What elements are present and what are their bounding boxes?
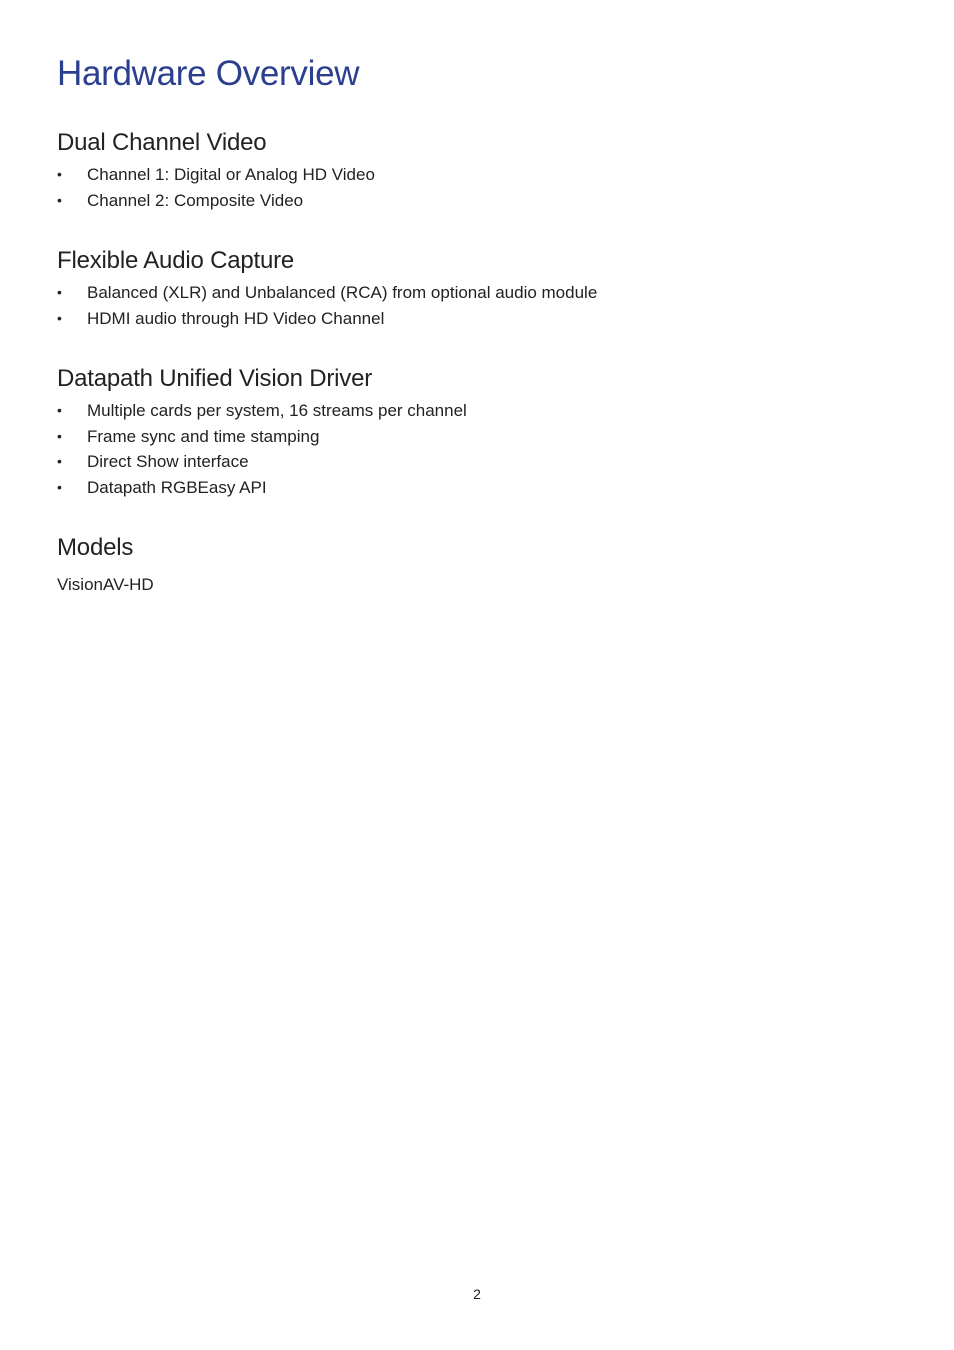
list-item: • Channel 2: Composite Video <box>57 188 897 214</box>
bullet-icon: • <box>57 191 62 208</box>
section-flexible-audio-capture <box>57 246 897 331</box>
section-models <box>57 533 897 597</box>
list-item: • Multiple cards per system, 16 streams per channel <box>57 398 897 424</box>
section-heading: Flexible Audio Capture <box>57 247 295 274</box>
section-heading: Datapath Unified Vision Driver <box>57 365 373 392</box>
bullet-icon: • <box>57 309 62 326</box>
list-item: • Balanced (XLR) and Unbalanced (RCA) from optional audio module <box>57 280 897 306</box>
model-name: VisionAV-HD <box>57 575 154 594</box>
bullet-list <box>57 398 897 501</box>
bullet-icon: • <box>57 453 62 470</box>
bullet-icon: • <box>57 166 62 182</box>
list-item: • Datapath RGBEasy API <box>57 475 897 501</box>
section-heading: Dual Channel Video <box>57 129 267 156</box>
bullet-list <box>57 162 897 213</box>
bullet-icon: • <box>57 284 62 300</box>
page-number: 2 <box>473 1286 481 1302</box>
section-dual-channel-video <box>57 128 897 213</box>
section-unified-vision-driver <box>57 364 897 501</box>
bullet-icon: • <box>57 427 62 444</box>
bullet-icon: • <box>57 479 62 496</box>
list-item: • Direct Show interface <box>57 449 897 475</box>
page-title: Hardware Overview <box>57 54 360 93</box>
list-item: • HDMI audio through HD Video Channel <box>57 306 897 332</box>
bullet-list <box>57 280 897 331</box>
list-item: • Channel 1: Digital or Analog HD Video <box>57 162 897 188</box>
list-item: • Frame sync and time stamping <box>57 424 897 450</box>
section-heading: Models <box>57 534 134 561</box>
bullet-icon: • <box>57 402 62 418</box>
